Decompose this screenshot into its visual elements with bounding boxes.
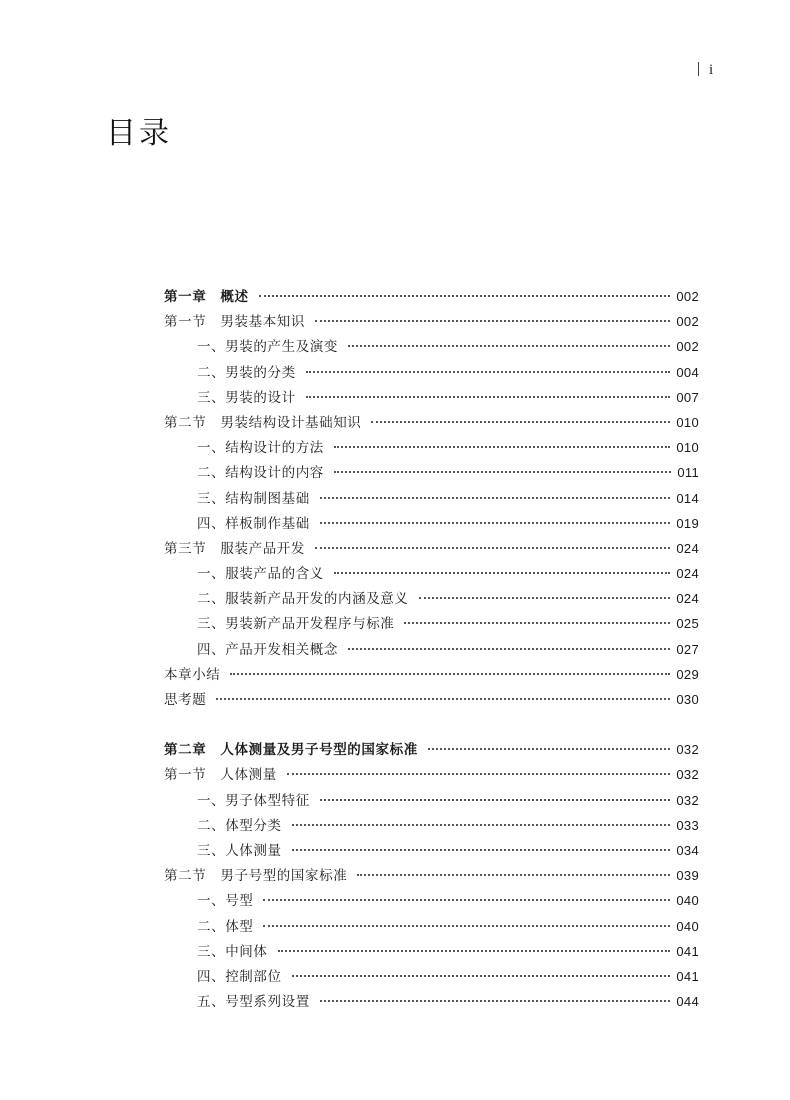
toc-entry-label: 一、男子体型特征 [197,792,310,809]
toc-entry-page: 041 [676,943,699,959]
toc-dot-leader [419,596,671,599]
toc-subsection-row[interactable] [164,511,699,536]
toc-entry-page: 002 [676,339,699,355]
toc-section-row[interactable] [164,662,699,687]
toc-entry-page: 024 [676,591,699,607]
toc-entry-page: 014 [676,490,699,506]
toc-dot-leader [263,898,670,901]
toc-entry-label: 四、产品开发相关概念 [197,641,338,658]
toc-entry-page: 029 [676,666,699,682]
toc-entry-label: 二、男装的分类 [197,364,296,381]
toc-dot-leader [259,294,671,297]
toc-dot-leader [263,924,670,927]
table-of-contents [164,284,699,1014]
toc-subsection-row[interactable] [164,939,699,964]
toc-entry-page: 034 [676,842,699,858]
toc-entry-label: 二、体型 [197,918,254,935]
toc-entry-page: 024 [676,540,699,556]
toc-entry-label: 四、控制部位 [197,968,282,985]
toc-entry-label: 五、号型系列设置 [197,994,310,1011]
toc-dot-leader [292,848,671,851]
toc-subsection-row[interactable] [164,385,699,410]
toc-subsection-row[interactable] [164,360,699,385]
toc-dot-leader [306,370,671,373]
toc-entry-page: 032 [676,792,699,808]
toc-dot-leader [315,319,670,322]
page-marker-divider [698,62,699,76]
toc-subsection-row[interactable] [164,888,699,913]
toc-entry-page: 002 [676,314,699,330]
toc-dot-leader [216,697,670,700]
toc-entry-page: 032 [676,742,699,758]
toc-dot-leader [320,798,671,801]
toc-entry-label: 二、体型分类 [197,817,282,834]
toc-entry-label: 第二节 男子号型的国家标准 [164,868,348,885]
toc-entry-page: 040 [676,893,699,909]
toc-entry-label: 一、服装产品的含义 [197,566,324,583]
toc-dot-leader [334,571,671,574]
toc-entry-label: 第一节 人体测量 [164,767,277,784]
toc-entry-label: 本章小结 [164,666,221,683]
toc-entry-label: 第三节 服装产品开发 [164,540,305,557]
page-title: 目录 [106,116,172,151]
toc-dot-leader [306,395,671,398]
toc-subsection-row[interactable] [164,788,699,813]
toc-subsection-row[interactable] [164,989,699,1014]
toc-dot-leader [357,873,670,876]
toc-entry-page: 044 [676,994,699,1010]
toc-entry-page: 039 [676,868,699,884]
toc-entry-page: 019 [676,515,699,531]
toc-entry-page: 040 [676,918,699,934]
toc-chapter-row[interactable] [164,737,699,762]
toc-subsection-row[interactable] [164,460,699,485]
toc-entry-page: 027 [676,641,699,657]
toc-entry-page: 010 [676,414,699,430]
toc-dot-leader [292,823,671,826]
toc-subsection-row[interactable] [164,611,699,636]
toc-entry-label: 三、结构制图基础 [197,490,310,507]
toc-entry-page: 030 [676,692,699,707]
toc-entry-label: 三、中间体 [197,943,268,960]
toc-entry-label: 二、服装新产品开发的内涵及意义 [197,591,409,608]
toc-subsection-row[interactable] [164,914,699,939]
toc-dot-leader [278,949,671,952]
toc-entry-label: 三、男装的设计 [197,389,296,406]
toc-dot-leader [404,621,670,624]
toc-dot-leader [320,521,671,524]
toc-entry-page: 010 [676,440,699,456]
toc-entry-label: 四、样板制作基础 [197,515,310,532]
toc-subsection-row[interactable] [164,813,699,838]
toc-entry-page: 025 [676,616,699,632]
toc-entry-label: 思考题 [164,692,207,708]
toc-entry-page: 002 [676,289,699,304]
toc-entry-label: 一、结构设计的方法 [197,440,324,457]
toc-dot-leader [348,647,670,650]
toc-subsection-row[interactable] [164,637,699,662]
page-marker [698,62,713,79]
toc-entry-page: 004 [676,364,699,380]
toc-entry-page: 033 [676,817,699,833]
toc-dot-leader [320,999,671,1002]
toc-dot-leader [428,747,671,750]
toc-entry-label: 三、男装新产品开发程序与标准 [197,616,395,633]
toc-subsection-row[interactable] [164,964,699,989]
toc-section-row[interactable] [164,687,699,712]
toc-entry-label: 第一节 男装基本知识 [164,314,305,331]
page-number: i [709,62,714,78]
toc-section-row[interactable] [164,309,699,334]
toc-subsection-row[interactable] [164,838,699,863]
toc-dot-leader [320,496,671,499]
toc-dot-leader [348,344,670,347]
toc-dot-leader [287,772,671,775]
toc-entry-label: 一、号型 [197,893,254,910]
toc-entry-label: 第一章 概述 [164,289,249,305]
toc-section-row[interactable] [164,863,699,888]
toc-entry-label: 二、结构设计的内容 [197,465,324,482]
toc-dot-leader [292,974,671,977]
toc-entry-label: 三、人体测量 [197,842,282,859]
toc-section-row[interactable] [164,762,699,787]
toc-dot-leader [371,420,670,423]
toc-entry-label: 第二节 男装结构设计基础知识 [164,414,362,431]
toc-entry-page: 007 [676,389,699,405]
toc-dot-leader [315,546,670,549]
toc-entry-page: 041 [676,968,699,984]
toc-entry-label: 第二章 人体测量及男子号型的国家标准 [164,742,418,759]
toc-dot-leader [334,445,671,448]
toc-subsection-row[interactable] [164,486,699,511]
toc-section-row[interactable] [164,410,699,435]
toc-dot-leader [334,470,671,473]
toc-entry-page: 011 [677,465,699,481]
toc-chapter-row[interactable] [164,284,699,309]
toc-subsection-row[interactable] [164,586,699,611]
toc-dot-leader [230,672,670,675]
toc-subsection-row[interactable] [164,334,699,359]
toc-entry-label: 一、男装的产生及演变 [197,339,338,356]
toc-subsection-row[interactable] [164,561,699,586]
toc-subsection-row[interactable] [164,435,699,460]
toc-entry-page: 024 [676,566,699,582]
toc-section-row[interactable] [164,536,699,561]
toc-entry-page: 032 [676,767,699,783]
